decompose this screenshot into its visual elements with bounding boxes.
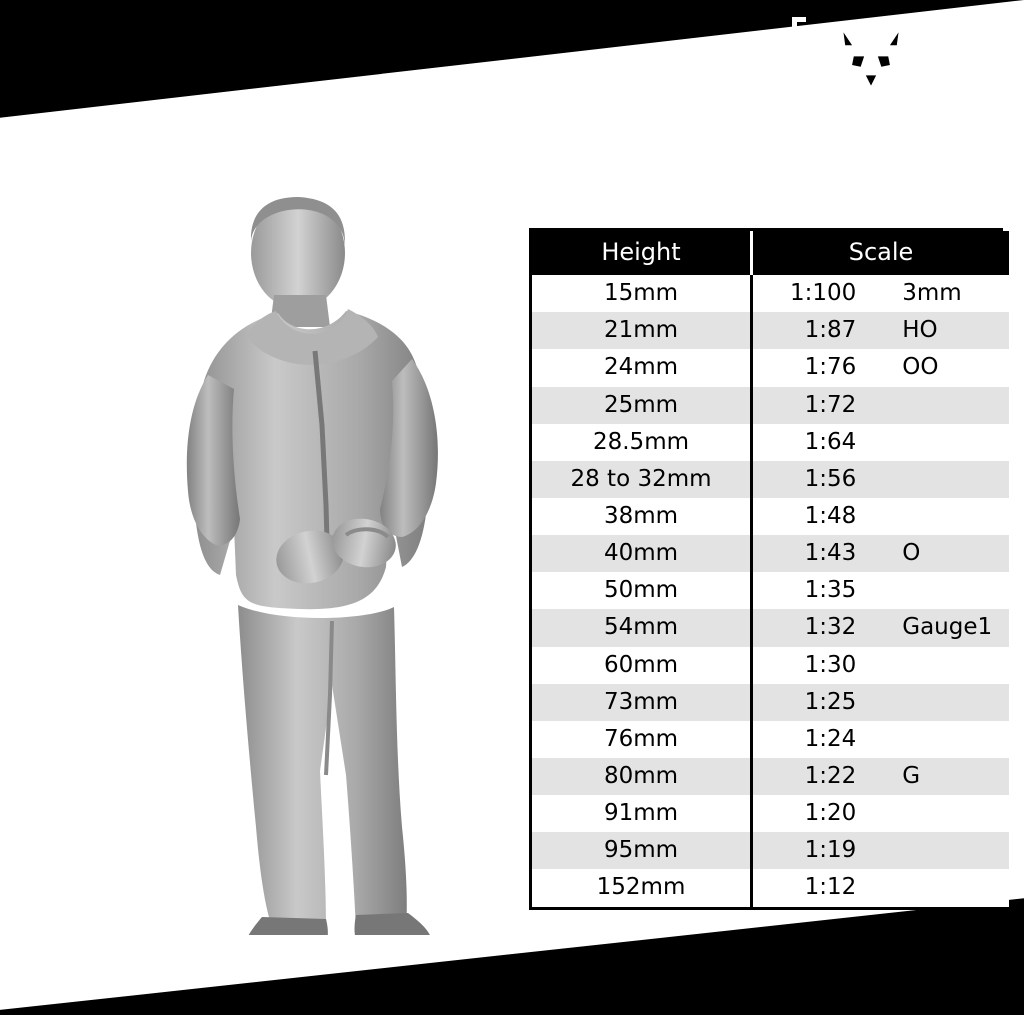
table-row: [532, 535, 1009, 572]
cell-gauge: [880, 461, 1009, 498]
cell-height: 95mm: [532, 832, 752, 869]
column-header-scale: Scale: [752, 231, 1010, 275]
cell-scale: 1:100: [752, 275, 881, 312]
cell-scale: 1:72: [752, 387, 881, 424]
bracket-left-icon: [792, 17, 806, 113]
cell-gauge: [880, 498, 1009, 535]
cell-gauge: [880, 721, 1009, 758]
cell-height: 152mm: [532, 869, 752, 906]
cell-gauge: G: [880, 758, 1009, 795]
cell-height: 28 to 32mm: [532, 461, 752, 498]
cell-height: 38mm: [532, 498, 752, 535]
cell-height: 24mm: [532, 349, 752, 386]
table-header-row: [532, 231, 1009, 275]
cell-scale: 1:32: [752, 609, 881, 646]
figure-illustration: [150, 175, 520, 935]
cell-gauge: Gauge1: [880, 609, 1009, 646]
cell-gauge: 3mm: [880, 275, 1009, 312]
cell-scale: 1:24: [752, 721, 881, 758]
cell-height: 73mm: [532, 684, 752, 721]
table-row: [532, 684, 1009, 721]
cell-height: 28.5mm: [532, 424, 752, 461]
table-row: [532, 275, 1009, 312]
bracket-right-icon: [936, 17, 950, 113]
wolf-head-icon: [828, 22, 914, 108]
table-row: [532, 498, 1009, 535]
table-row: [532, 312, 1009, 349]
cell-scale: 1:48: [752, 498, 881, 535]
table-row: [532, 721, 1009, 758]
cell-height: 91mm: [532, 795, 752, 832]
cell-gauge: [880, 832, 1009, 869]
cell-scale: 1:20: [752, 795, 881, 832]
table-row: [532, 572, 1009, 609]
cell-gauge: [880, 869, 1009, 906]
brand-title: Scale Scenery and Figures: [656, 128, 1012, 156]
table-row: [532, 795, 1009, 832]
table-header: [532, 231, 1009, 275]
table-row: [532, 349, 1009, 386]
scale-table: [532, 231, 1009, 907]
cell-scale: 1:30: [752, 647, 881, 684]
cell-gauge: [880, 647, 1009, 684]
figure-photo: [150, 175, 520, 935]
table-row: [532, 387, 1009, 424]
column-header-height: Height: [532, 231, 752, 275]
cell-scale: 1:35: [752, 572, 881, 609]
cell-scale: 1:12: [752, 869, 881, 906]
table-row: [532, 461, 1009, 498]
cell-scale: 1:43: [752, 535, 881, 572]
table-body: [532, 275, 1009, 906]
cell-gauge: HO: [880, 312, 1009, 349]
cell-gauge: [880, 387, 1009, 424]
table-row: [532, 647, 1009, 684]
cell-height: 54mm: [532, 609, 752, 646]
cell-scale: 1:19: [752, 832, 881, 869]
cell-scale: 1:25: [752, 684, 881, 721]
cell-scale: 1:56: [752, 461, 881, 498]
cell-scale: 1:76: [752, 349, 881, 386]
cell-scale: 1:87: [752, 312, 881, 349]
table-row: [532, 758, 1009, 795]
table-row: [532, 424, 1009, 461]
cell-scale: 1:22: [752, 758, 881, 795]
cell-height: 80mm: [532, 758, 752, 795]
cell-gauge: [880, 424, 1009, 461]
cell-gauge: O: [880, 535, 1009, 572]
cell-height: 50mm: [532, 572, 752, 609]
cell-height: 15mm: [532, 275, 752, 312]
cell-height: 25mm: [532, 387, 752, 424]
table-row: [532, 832, 1009, 869]
cell-gauge: [880, 795, 1009, 832]
cell-scale: 1:64: [752, 424, 881, 461]
cell-height: 76mm: [532, 721, 752, 758]
table-row: [532, 869, 1009, 906]
brand-logo: [783, 10, 958, 120]
cell-height: 21mm: [532, 312, 752, 349]
cell-height: 40mm: [532, 535, 752, 572]
scale-table-container: [529, 228, 1003, 910]
cell-gauge: [880, 572, 1009, 609]
brand-header: [648, 6, 1018, 181]
cell-gauge: OO: [880, 349, 1009, 386]
cell-gauge: [880, 684, 1009, 721]
cell-height: 60mm: [532, 647, 752, 684]
table-row: [532, 609, 1009, 646]
